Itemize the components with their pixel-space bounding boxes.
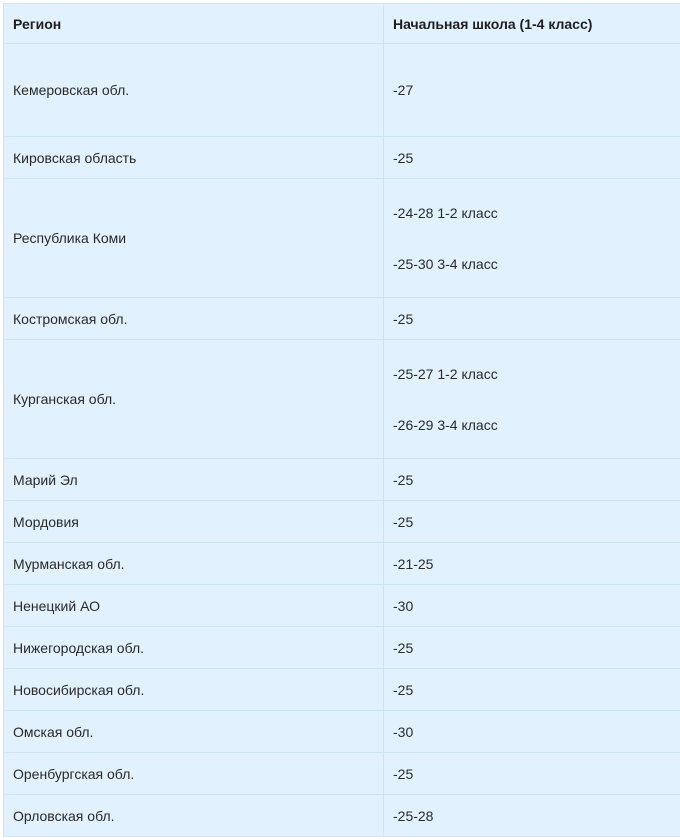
temperature-value: -25 xyxy=(393,472,413,488)
temperature-cell xyxy=(384,711,680,753)
region-cell: Нижегородская обл. xyxy=(4,627,384,669)
region-temperature-table xyxy=(3,3,680,837)
temperature-cell xyxy=(384,298,680,340)
temperature-value: -24-28 1-2 класс xyxy=(393,205,680,221)
header-primary-school: Начальная школа (1-4 класс) xyxy=(384,4,680,44)
region-cell: Новосибирская обл. xyxy=(4,669,384,711)
temperature-value: -30 xyxy=(393,724,413,740)
table-row xyxy=(4,137,680,179)
temperature-cell xyxy=(384,459,680,501)
table-row xyxy=(4,585,680,627)
table-row xyxy=(4,44,680,137)
table-row xyxy=(4,669,680,711)
temperature-cell xyxy=(384,669,680,711)
temperature-cell xyxy=(384,44,680,137)
temperature-value: -25 xyxy=(393,150,413,166)
region-temperature-table-container xyxy=(3,3,680,837)
temperature-value: -27 xyxy=(393,82,413,98)
temperature-value: -25-30 3-4 класс xyxy=(393,256,680,272)
temperature-value: -25 xyxy=(393,311,413,327)
temperature-value: -25 xyxy=(393,514,413,530)
temperature-value: -25-27 1-2 класс xyxy=(393,366,680,382)
region-cell: Кировская область xyxy=(4,137,384,179)
region-cell: Марий Эл xyxy=(4,459,384,501)
table-row xyxy=(4,179,680,298)
region-cell: Республика Коми xyxy=(4,179,384,298)
temperature-cell xyxy=(384,753,680,795)
temperature-cell xyxy=(384,543,680,585)
region-cell: Кемеровская обл. xyxy=(4,44,384,137)
temperature-value: -21-25 xyxy=(393,556,433,572)
table-header-row xyxy=(4,4,680,44)
table-row xyxy=(4,340,680,459)
table-row xyxy=(4,711,680,753)
region-cell: Оренбургская обл. xyxy=(4,753,384,795)
temperature-value: -30 xyxy=(393,598,413,614)
temperature-cell xyxy=(384,795,680,837)
temperature-cell xyxy=(384,179,680,298)
region-cell: Орловская обл. xyxy=(4,795,384,837)
temperature-value: -25 xyxy=(393,682,413,698)
temperature-value: -25 xyxy=(393,766,413,782)
temperature-cell xyxy=(384,340,680,459)
temperature-cell xyxy=(384,585,680,627)
table-row xyxy=(4,795,680,837)
table-row xyxy=(4,753,680,795)
temperature-value: -25-28 xyxy=(393,808,433,824)
region-cell: Курганская обл. xyxy=(4,340,384,459)
region-cell: Ненецкий АО xyxy=(4,585,384,627)
table-row xyxy=(4,501,680,543)
table-row xyxy=(4,543,680,585)
region-cell: Костромская обл. xyxy=(4,298,384,340)
table-body xyxy=(4,44,680,837)
temperature-value: -26-29 3-4 класс xyxy=(393,417,680,433)
region-cell: Омская обл. xyxy=(4,711,384,753)
temperature-cell xyxy=(384,627,680,669)
temperature-cell xyxy=(384,137,680,179)
table-row xyxy=(4,298,680,340)
table-row xyxy=(4,627,680,669)
temperature-cell xyxy=(384,501,680,543)
region-cell: Мурманская обл. xyxy=(4,543,384,585)
table-row xyxy=(4,459,680,501)
region-cell: Мордовия xyxy=(4,501,384,543)
temperature-value: -25 xyxy=(393,640,413,656)
header-region: Регион xyxy=(4,4,384,44)
